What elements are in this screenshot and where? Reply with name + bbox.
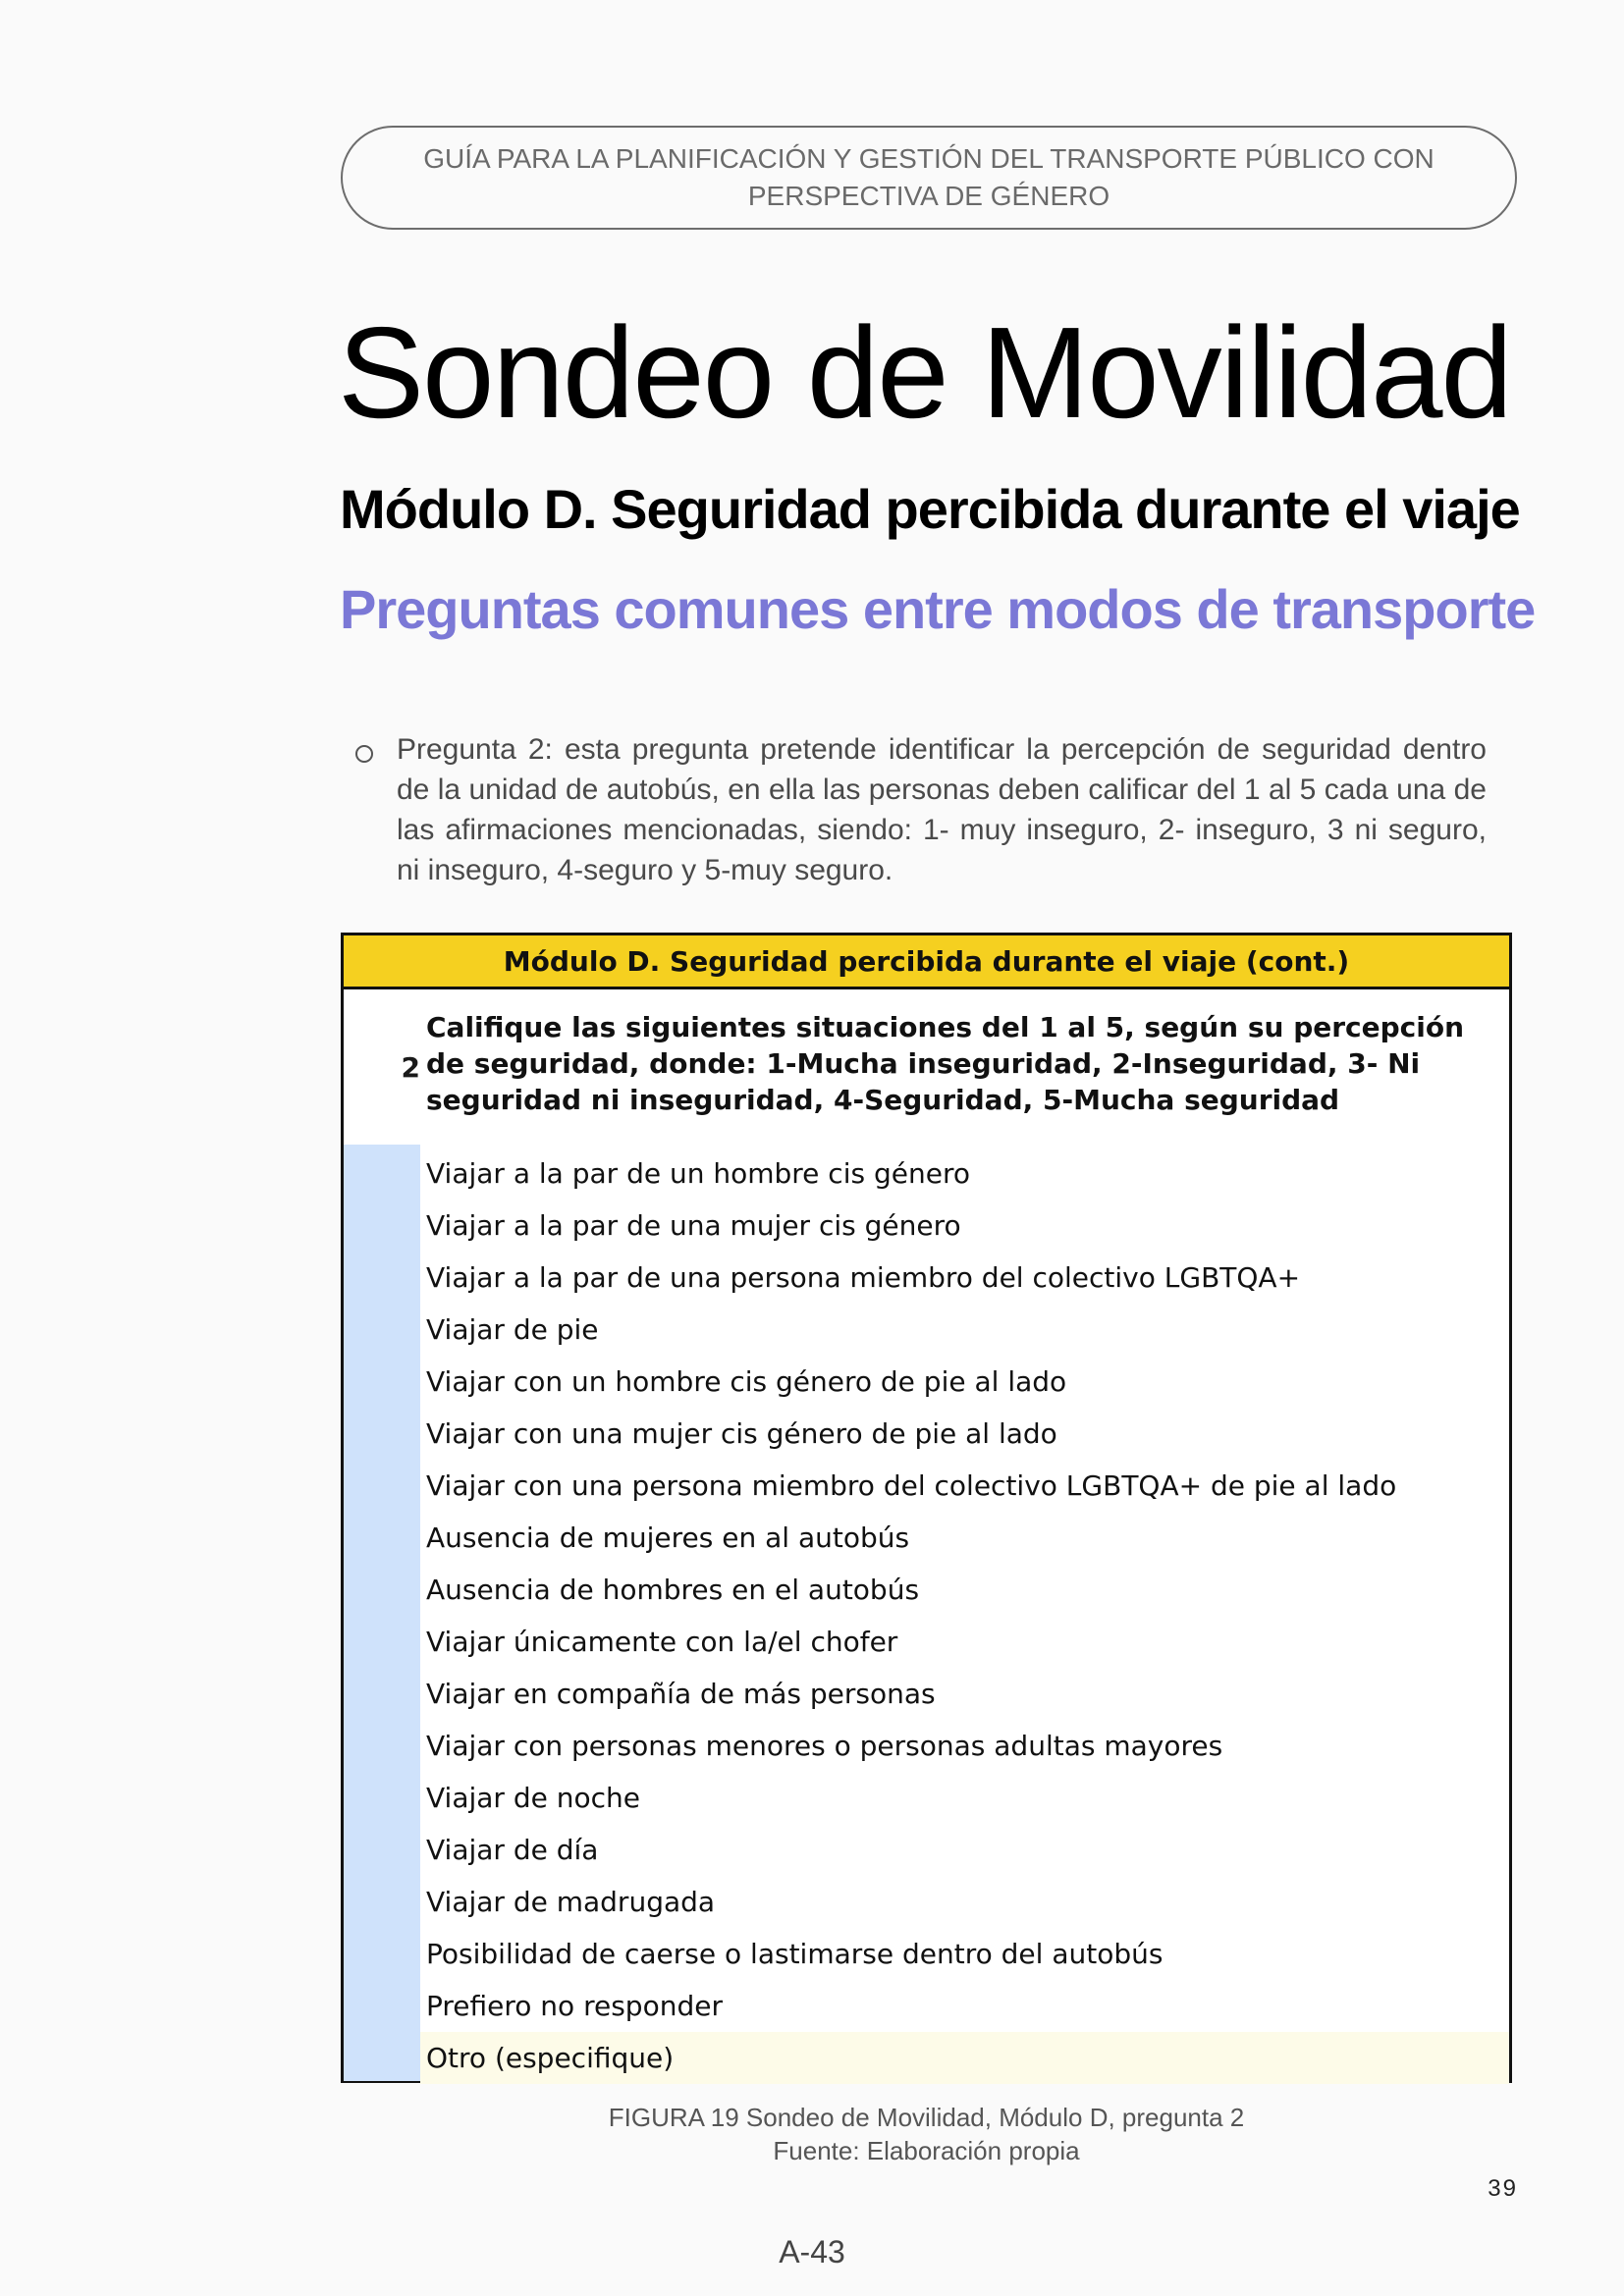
options-list [420, 1145, 1509, 2081]
option-item: Ausencia de mujeres en al autobús [426, 1522, 910, 1554]
option-item: Prefiero no responder [426, 1990, 723, 2022]
option-item: Viajar con personas menores o personas adultas mayores [426, 1730, 1223, 1762]
page-number: 39 [1488, 2175, 1518, 2202]
options-sidebar [344, 1145, 420, 2081]
question-number: 2 [401, 1050, 420, 1084]
question-table [341, 933, 1512, 2083]
option-item: Viajar de pie [426, 1313, 599, 1346]
page-title: Sondeo de Movilidad [338, 300, 1511, 445]
module-title: Módulo D. Seguridad percibida durante el viaje [340, 478, 1520, 540]
bullet-text: Pregunta 2: esta pregunta pretende identificar la percepción de seguridad dentro de la unidad de autobús, en ella las personas deben calificar del 1 al 5 cada una de las afirmaciones mencionadas, siendo: 1- muy inseguro, 2- inseguro, 3 ni seguro, ni inseguro, 4-seguro y 5-muy seguro. [397, 733, 1487, 886]
figure-caption [341, 2101, 1512, 2167]
option-item: Otro (especifique) [420, 2032, 1509, 2084]
option-item: Viajar de día [426, 1834, 599, 1866]
bullet-item [355, 729, 1487, 890]
question-row [344, 989, 1509, 1145]
caption-line-1: FIGURA 19 Sondeo de Movilidad, Módulo D, pregunta 2 [608, 2103, 1245, 2132]
question-text: Califique las siguientes situaciones del 1 al 5, según su percepción de seguridad, donde: 1-Mucha inseguridad, 2-Inseguridad, 3- Ni seguridad ni inseguridad, 4-Seguridad, 5-Mucha seguridad [426, 1011, 1465, 1116]
document-header [341, 126, 1517, 230]
option-item: Viajar a la par de una persona miembro del colectivo LGBTQA+ [426, 1261, 1301, 1294]
circle-bullet-icon [355, 745, 373, 763]
option-item: Viajar de noche [426, 1782, 640, 1814]
caption-line-2: Fuente: Elaboración propia [773, 2136, 1080, 2165]
option-item: Viajar a la par de un hombre cis género [426, 1157, 970, 1190]
option-item: Ausencia de hombres en el autobús [426, 1574, 920, 1606]
option-item: Posibilidad de caerse o lastimarse dentro del autobús [426, 1938, 1164, 1970]
option-item: Viajar con una mujer cis género de pie al lado [426, 1417, 1057, 1450]
option-item: Viajar con un hombre cis género de pie al lado [426, 1365, 1067, 1398]
option-item: Viajar en compañía de más personas [426, 1678, 936, 1710]
option-item: Viajar únicamente con la/el chofer [426, 1626, 898, 1658]
header-line-1: GUÍA PARA LA PLANIFICACIÓN Y GESTIÓN DEL TRANSPORTE PÚBLICO CON [423, 143, 1435, 174]
option-item: Viajar con una persona miembro del colectivo LGBTQA+ de pie al lado [426, 1469, 1397, 1502]
section-title: Preguntas comunes entre modos de transporte [340, 578, 1536, 640]
table-header: Módulo D. Seguridad percibida durante el viaje (cont.) [344, 935, 1509, 989]
header-line-2: PERSPECTIVA DE GÉNERO [747, 181, 1110, 211]
option-item: Viajar a la par de una mujer cis género [426, 1209, 961, 1242]
annex-page-label: A-43 [779, 2234, 845, 2269]
option-item: Viajar de madrugada [426, 1886, 716, 1918]
options-body [344, 1145, 1509, 2081]
